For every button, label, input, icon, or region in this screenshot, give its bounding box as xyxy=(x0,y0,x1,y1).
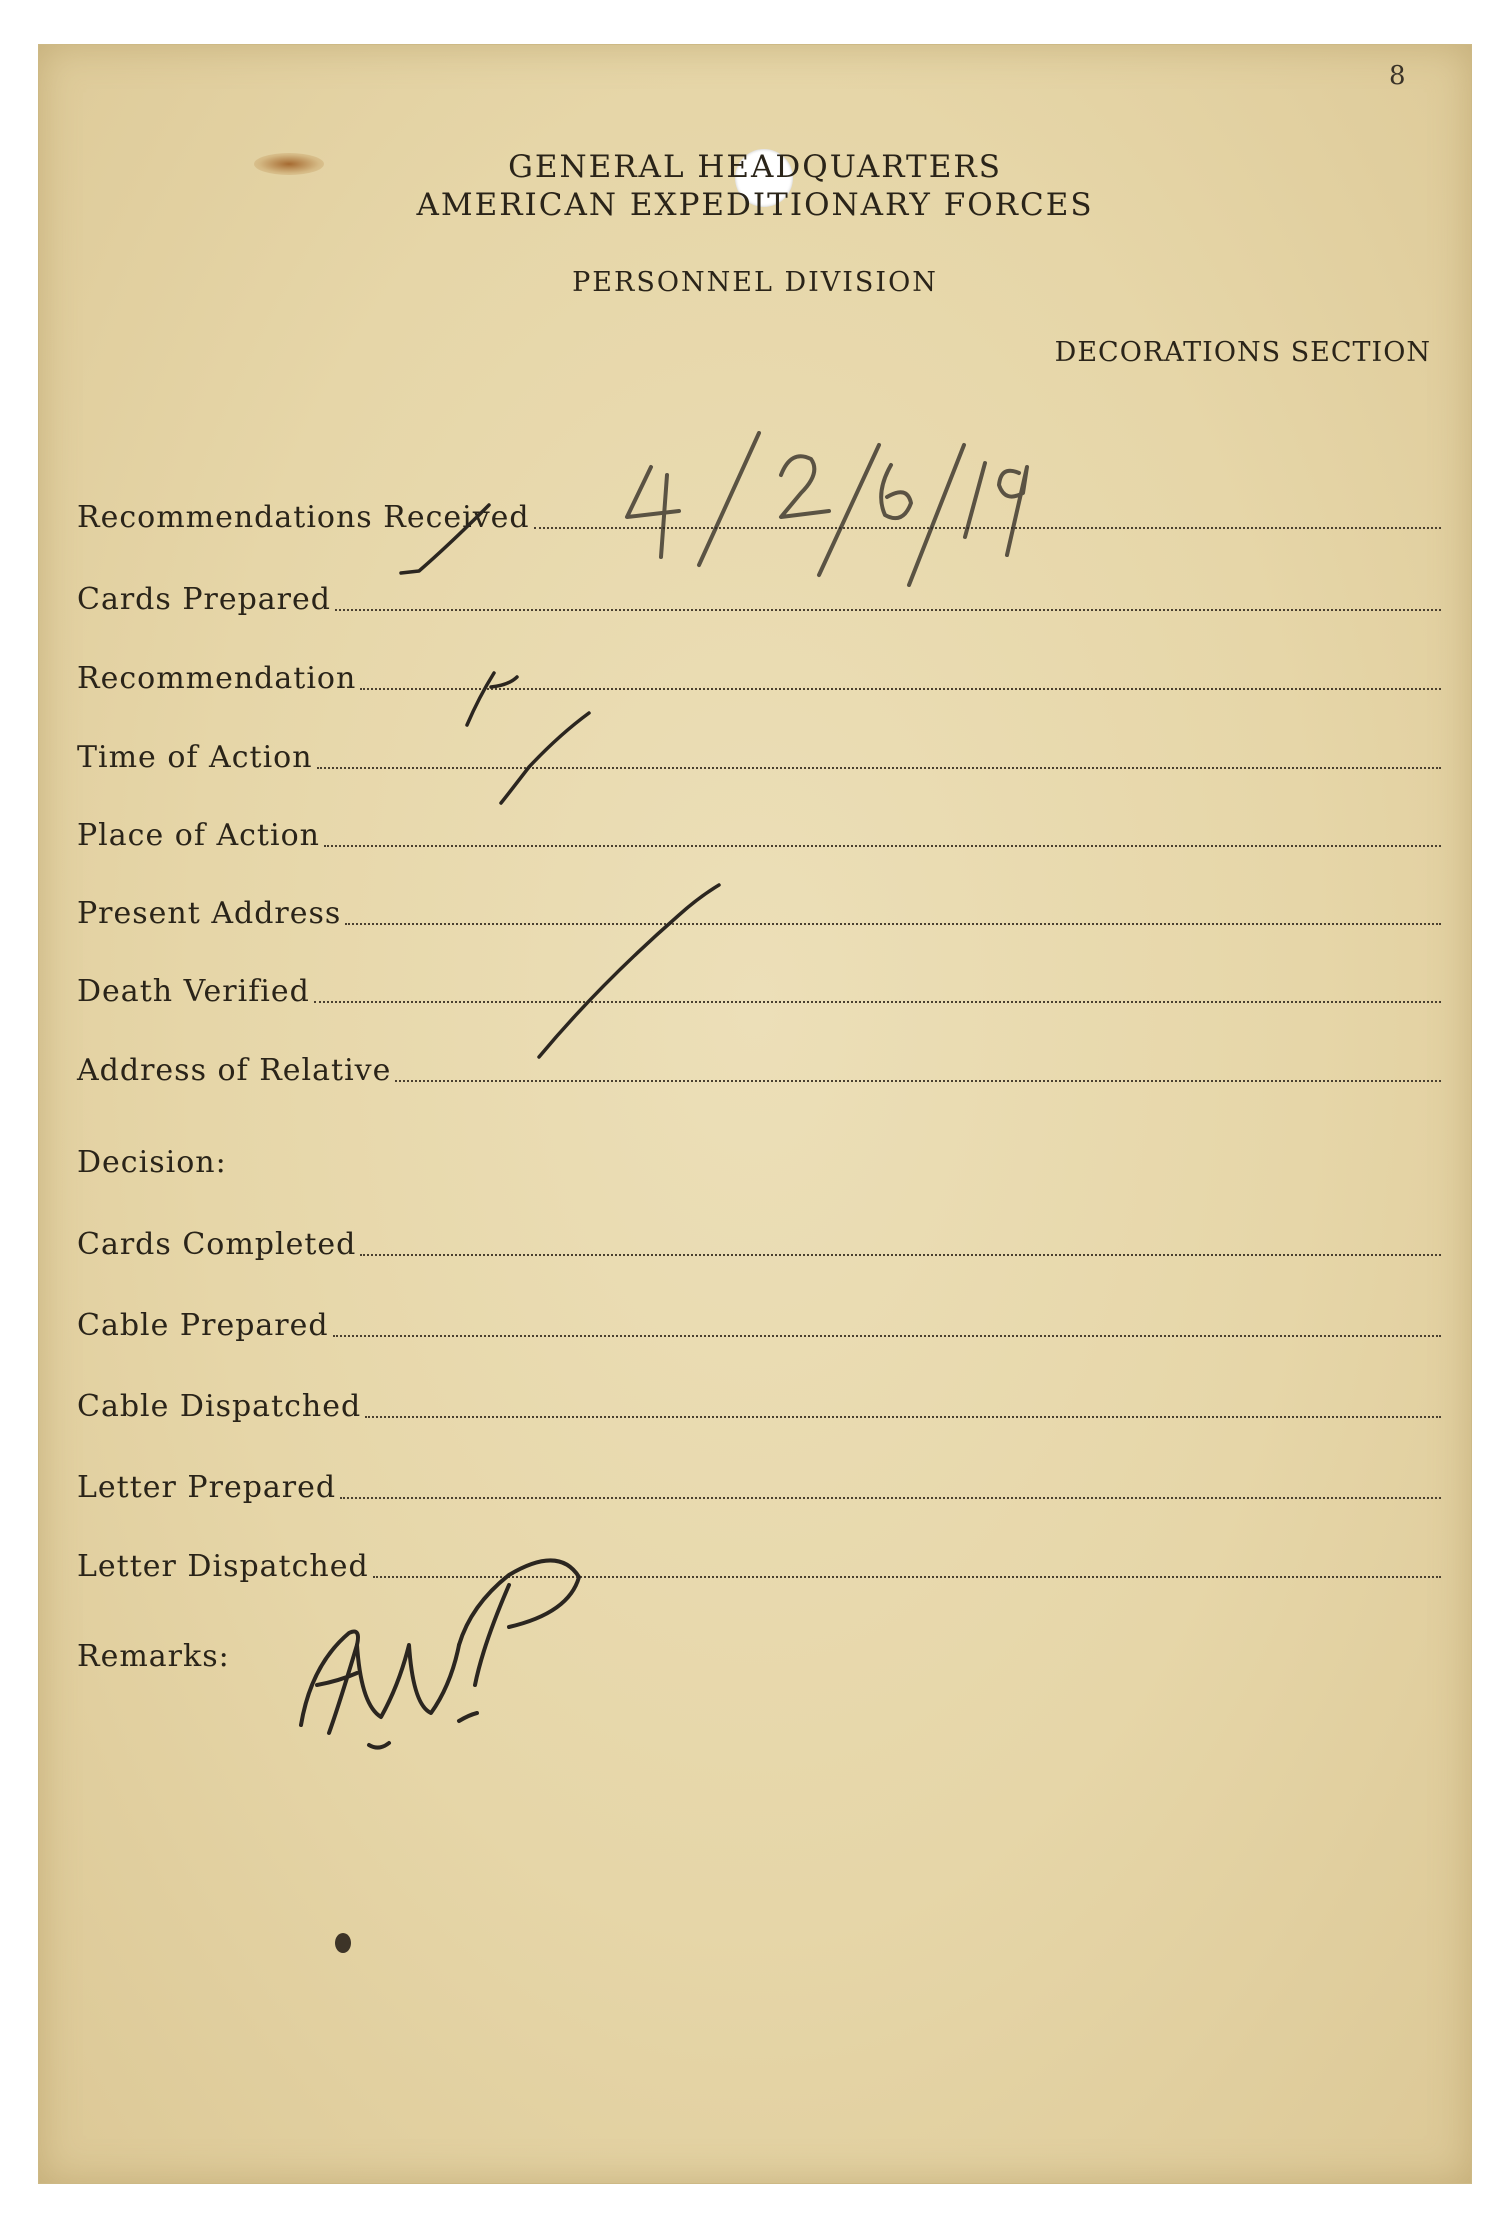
header-line-1: GENERAL HEADQUARTERS xyxy=(508,149,1002,185)
field-label: Recommendations Received xyxy=(77,500,530,535)
division-title: PERSONNEL DIVISION xyxy=(572,267,938,298)
check-mark-icon xyxy=(467,673,517,725)
field-label: Cards Completed xyxy=(77,1227,357,1262)
field-label: Letter Prepared xyxy=(77,1470,337,1505)
section-title: DECORATIONS SECTION xyxy=(1054,337,1431,368)
field-label: Address of Relative xyxy=(77,1053,392,1088)
check-mark-icon xyxy=(401,505,489,573)
field-label: Place of Action xyxy=(77,818,320,853)
handwriting-layer xyxy=(39,45,1471,2183)
field-label: Present Address xyxy=(77,896,342,931)
page-number: 8 xyxy=(1389,61,1406,91)
handwritten-initials-awp xyxy=(301,1560,579,1747)
field-label: Cards Prepared xyxy=(77,582,331,617)
check-mark-icon xyxy=(501,713,589,803)
field-label: Cable Dispatched xyxy=(77,1389,362,1424)
header-line-2: AMERICAN EXPEDITIONARY FORCES xyxy=(416,187,1094,223)
field-label: Letter Dispatched xyxy=(77,1549,369,1584)
remarks-label: Remarks: xyxy=(77,1639,230,1674)
field-label: Time of Action xyxy=(77,740,313,775)
decision-label: Decision: xyxy=(77,1145,227,1180)
field-label: Cable Prepared xyxy=(77,1308,329,1343)
field-label: Death Verified xyxy=(77,974,310,1009)
check-mark-icon xyxy=(539,885,719,1057)
field-label: Recommendation xyxy=(77,661,357,696)
handwritten-date xyxy=(627,433,1027,585)
document-sheet xyxy=(38,44,1472,2184)
